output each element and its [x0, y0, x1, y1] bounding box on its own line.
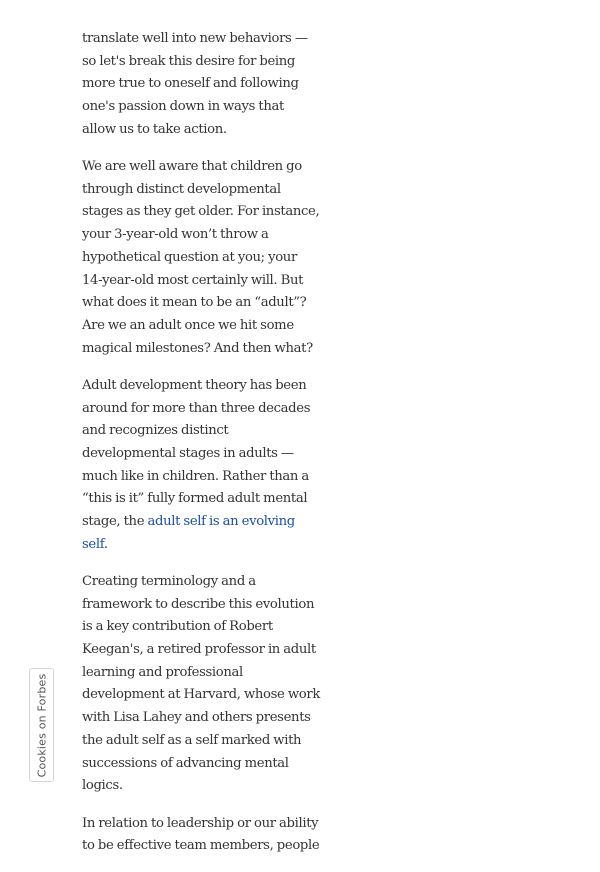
article-body: [82, 28, 320, 872]
article-paragraph: In relation to leadership or our ability to be effective team members, people: [82, 815, 320, 854]
cookies-on-forbes-label: Cookies on Forbes: [35, 673, 48, 777]
adult-self-link[interactable]: adult self is an evolving self: [82, 514, 295, 552]
article-paragraph: We are well aware that children go through distinct developmental stages as they get older. For instance, your 3-year-old won’t throw a hypothetical question at you; your 14-year-old most certainly will. But what does it mean to be an “adult”? Are we an adult once we hit some magical milestones? And then what?: [82, 159, 320, 356]
paragraph-text: .: [103, 536, 108, 552]
article-paragraph: [82, 375, 320, 557]
cookies-on-forbes-button[interactable]: [29, 668, 54, 782]
paragraph-text: Adult development theory has been around for more than three decades and recognizes distinct developmental stages in adults — much like in children. Rather than a “this is it” fully formed adult mental stage, the: [82, 377, 311, 530]
article-paragraph: translate well into new behaviors — so let's break this desire for being more true to oneself and following one's passion down in ways that allow us to take action.: [82, 31, 308, 137]
article-paragraph: Creating terminology and a framework to describe this evolution is a key contribution of Robert Keegan's, a retired professor in adult learning and professional development at Harvard, whose work with Lisa Lahey and others presents the adult self as a self marked with successions of advancing mental logics.: [82, 573, 320, 794]
